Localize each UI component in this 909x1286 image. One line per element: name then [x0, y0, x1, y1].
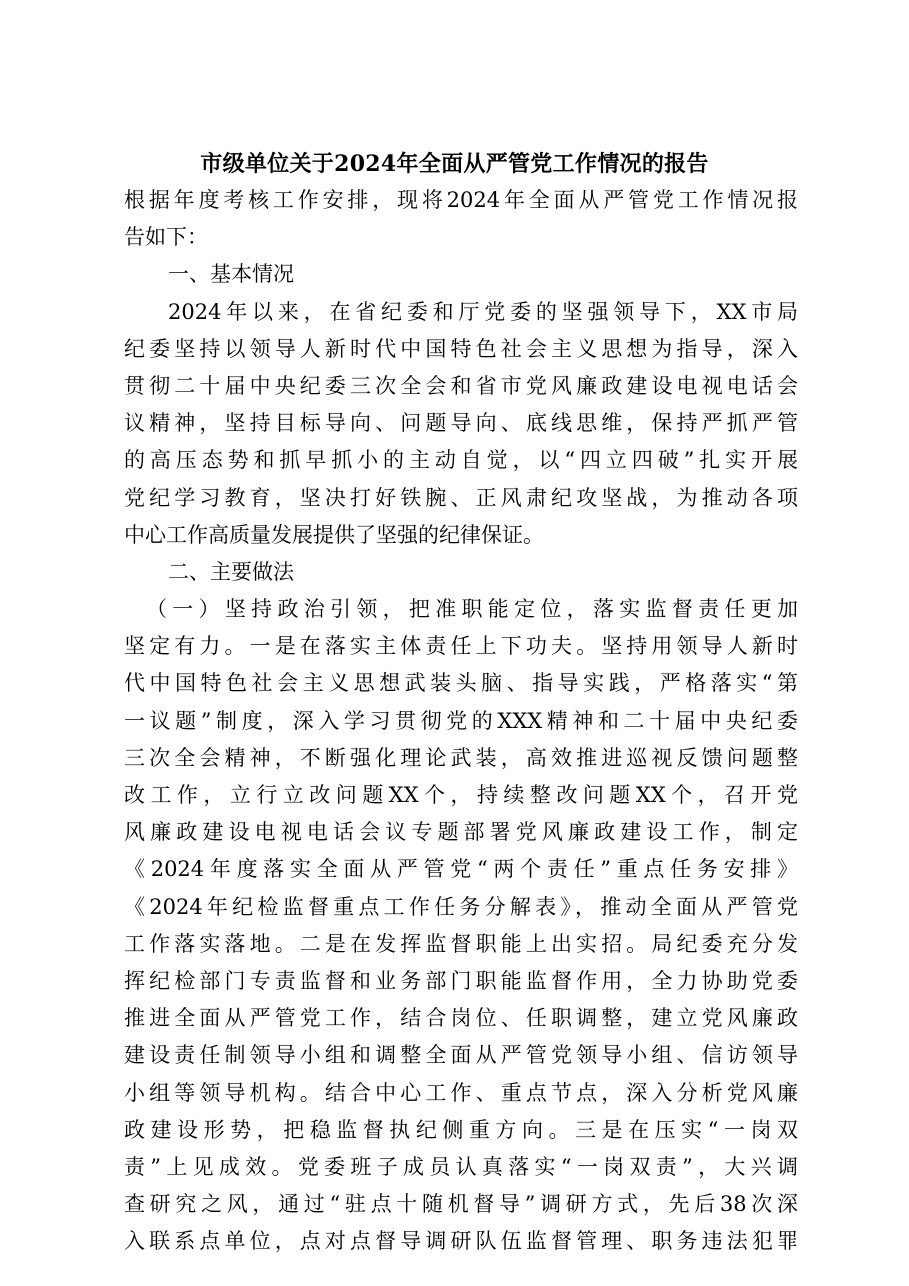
body-line: 坚定有力。一是在落实主体责任上下功夫。坚持用领导人新时	[124, 634, 798, 659]
body-line: 代中国特色社会主义思想武装头脑、指导实践，严格落实“第	[124, 671, 798, 696]
body-line: 告如下：	[124, 225, 208, 250]
body-line: （一）坚持政治引领，把准职能定位，落实监督责任更加	[146, 597, 798, 622]
body-line: 《2024年度落实全面从严管党“两个责任”重点任务安排》	[124, 857, 798, 882]
body-line: 推进全面从严管党工作，结合岗位、任职调整，建立党风廉政	[124, 1006, 798, 1031]
body-line: 建设责任制领导小组和调整全面从严管党领导小组、信访领导	[124, 1043, 798, 1068]
body-line: 政建设形势，把稳监督执纪侧重方向。三是在压实“一岗双	[124, 1117, 798, 1142]
body-line: 《2024年纪检监督重点工作任务分解表》，推动全面从严管党	[124, 894, 798, 919]
body-line: 小组等领导机构。结合中心工作、重点节点，深入分析党风廉	[124, 1080, 798, 1105]
body-line: 2024年以来，在省纪委和厅党委的坚强领导下，XX市局	[168, 299, 798, 324]
body-line: 议精神，坚持目标导向、问题导向、底线思维，保持严抓严管	[124, 411, 798, 436]
body-line: 的高压态势和抓早抓小的主动自觉，以“四立四破”扎实开展	[124, 448, 798, 473]
body-line: 根据年度考核工作安排，现将2024年全面从严管党工作情况报	[124, 188, 798, 212]
body-line: 三次全会精神，不断强化理论武装，高效推进巡视反馈问题整	[124, 745, 798, 770]
body-line: 贯彻二十届中央纪委三次全会和省市党风廉政建设电视电话会	[124, 373, 798, 398]
document-title: 市级单位关于2024年全面从严管党工作情况的报告	[200, 151, 709, 177]
body-line: 中心工作高质量发展提供了坚强的纪律保证。	[124, 522, 544, 547]
body-line: 改工作，立行立改问题XX个，持续整改问题XX个，召开党	[124, 783, 798, 807]
body-line: 责”上见成效。党委班子成员认真落实“一岗双责”，大兴调	[124, 1154, 798, 1179]
section-heading: 二、主要做法	[168, 559, 294, 584]
body-line: 一议题”制度，深入学习贯彻党的XXX精神和二十届中央纪委	[124, 708, 798, 733]
body-line: 查研究之风，通过“驻点十随机督导”调研方式，先后38次深	[124, 1192, 798, 1217]
document-body	[124, 182, 798, 1260]
section-heading: 一、基本情况	[168, 262, 294, 287]
body-line: 纪委坚持以领导人新时代中国特色社会主义思想为指导，深入	[124, 336, 798, 361]
body-line: 党纪学习教育，坚决打好铁腕、正风肃纪攻坚战，为推动各项	[124, 485, 798, 510]
body-line: 风廉政建设电视电话会议专题部署党风廉政建设工作，制定	[124, 820, 798, 845]
body-line: 入联系点单位，点对点督导调研队伍监督管理、职务违法犯罪	[124, 1229, 798, 1254]
body-line: 挥纪检部门专责监督和业务部门职能监督作用，全力协助党委	[124, 968, 798, 993]
body-line: 工作落实落地。二是在发挥监督职能上出实招。局纪委充分发	[124, 931, 798, 956]
